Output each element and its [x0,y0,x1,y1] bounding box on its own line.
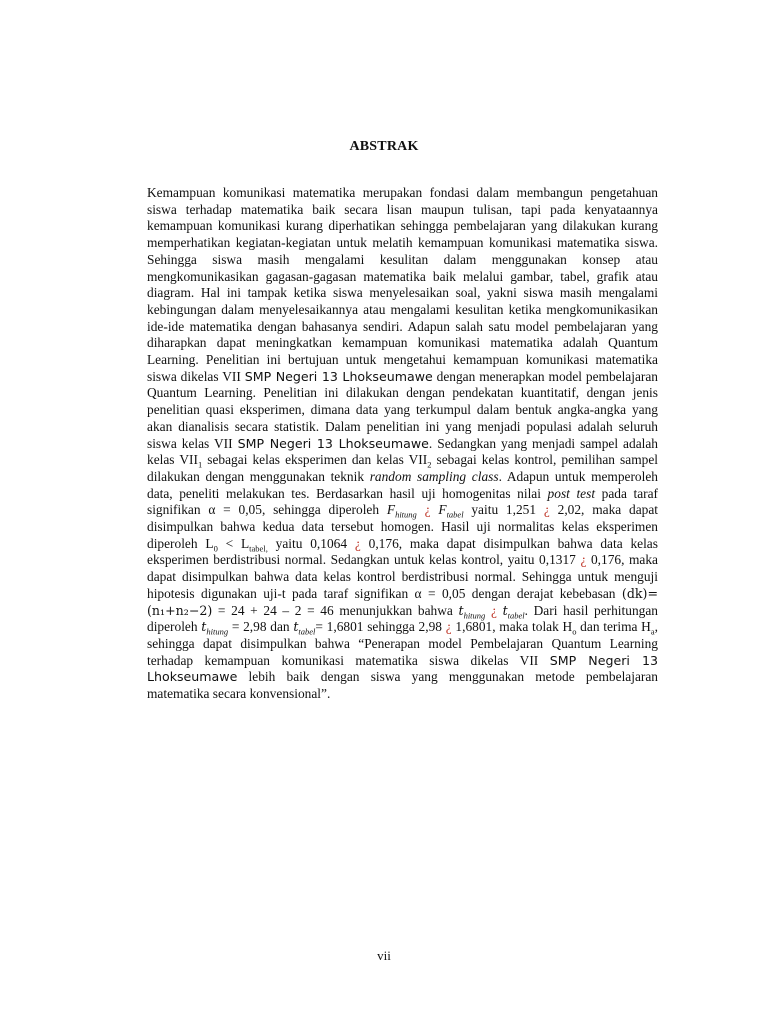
text: 1,6801, maka tolak H [451,619,573,635]
italic-term: random sampling class [369,468,499,484]
subscript: 2 [427,459,432,470]
math-symbol: F [386,502,396,518]
inverted-question-mark: ¿ [354,535,361,551]
inverted-question-mark: ¿ [424,502,431,518]
math-symbol: t [458,602,464,618]
text: . Dari hasil perhitungan diperoleh [147,602,658,635]
subscript: 0 [213,543,218,554]
text: pada taraf signifikan α = 0,05, sehingga diperoleh [147,485,659,518]
school-name: SMP Negeri 13 Lhokseumawe [147,652,659,685]
text: 0,176, maka dapat disimpulkan bahwa data kelas kontrol berdistribusi normal. Sehingga untuk menguji hipotesis digunakan uji-t pada taraf signifikan α = 0,05 dengan derajat kebebasan [147,552,658,601]
text: = 24 + 24 – 2 = 46 menunjukkan bahwa [212,602,459,618]
text: , sehingga dapat disimpulkan bahwa “Penerapan model Pembelajaran Quantum Learning terhadap kemampuan komunikasi matematika siswa dikelas VII [147,619,658,668]
text: yaitu 0,1064 [267,535,355,551]
text: dengan menerapkan model pembelajaran Quantum Learning. Penelitian ini dilakukan dengan pendekatan kuantitatif, dengan jenis penelitian quasi eksperimen, dimana data yang terkumpul dalam bentuk angka-angka yang akan dianalisis secara statistik. Dalam penelitian ini yang menjadi populasi adalah seluruh siswa kelas VII [147,368,659,451]
text: yaitu 1,251 [463,502,544,518]
math-symbol: t [502,602,508,618]
degrees-of-freedom-formula: (dk)= (n₁+n₂−2) [147,585,658,618]
subscript: tabel [507,610,525,621]
subscript: a [650,626,655,637]
text: < L [217,535,250,551]
abstract-paragraph [147,185,658,703]
text: lebih baik dengan siswa yang menggunakan metode pembelajaran matematika secara konvensional”. [147,669,658,702]
school-name: SMP Negeri 13 Lhokseumawe [244,368,433,384]
subscript: tabel [446,510,464,521]
text: = 2,98 dan [228,619,294,635]
subscript: tabel, [249,543,268,554]
subscript: tabel [298,626,316,637]
math-symbol: t [293,619,299,635]
text: . Sedangkan yang menjadi sampel adalah kelas VII [147,435,658,468]
subscript: o [572,626,577,637]
math-symbol: t [201,619,207,635]
inverted-question-mark: ¿ [580,552,587,568]
school-name: SMP Negeri 13 Lhokseumawe [237,435,429,451]
italic-term: post test [547,485,596,501]
subscript: hitung [463,610,486,621]
subscript: hitung [395,510,417,521]
text: sebagai kelas eksperimen dan kelas VII [202,452,428,468]
text: 2,02, maka dapat disimpulkan bahwa kedua data tersebut homogen. Hasil uji normalitas kelas eksperimen diperoleh L [147,502,659,551]
math-symbol: F [438,502,447,518]
text: dan terima H [576,619,651,635]
abstract-body [147,185,658,703]
page-title: ABSTRAK [349,139,419,154]
subscript: hitung [206,626,229,637]
text: sebagai kelas kontrol, pemilihan sampel dilakukan dengan menggunakan teknik [147,452,658,484]
page-number: vii [377,948,391,963]
inverted-question-mark: ¿ [543,502,550,518]
subscript: 1 [197,459,203,470]
text: 0,176, maka dapat disimpulkan bahwa data kelas eksperimen berdistribusi normal. Sedangkan untuk kelas kontrol, yaitu 0,1317 [147,535,658,568]
text: = 1,6801 sehingga 2,98 [315,619,446,635]
text: . Adapun untuk memperoleh data, peneliti melakukan tes. Berdasarkan hasil uji homogenitas nilai [147,468,658,501]
inverted-question-mark: ¿ [490,602,497,618]
text: Kemampuan komunikasi matematika merupakan fondasi dalam membangun pengetahuan siswa terhadap matematika baik secara lisan maupun tulisan, tapi pada kenyataannya kemampuan komunikasi kurang diperhatikan sehingga pembelajaran yang dilakukan kurang memperhatikan kegiatan-kegiatan untuk melatih kemampuan komunikasi matematika siswa. Sehingga siswa masih mengalami kesulitan dalam menggunakan konsep atau mengkomunikasikan gagasan-gagasan matematika baik melalui gambar, tabel, grafik atau diagram. Hal ini tampak ketika siswa menyelesaikan soal, yakni siswa masih mengalami kebingungan dalam menyelesaikannya atau mengalami kesulitan ketika mengkomunikasikan ide-ide matematika dengan bahasanya sendiri. Adapun salah satu model pembelajaran yang diharapkan dapat meningkatkan kemampuan komunikasi matematika adalah Quantum Learning. Penelitian ini bertujuan untuk mengetahui kemampuan komunikasi matematika siswa dikelas VII [147,185,658,384]
inverted-question-mark: ¿ [445,619,452,635]
